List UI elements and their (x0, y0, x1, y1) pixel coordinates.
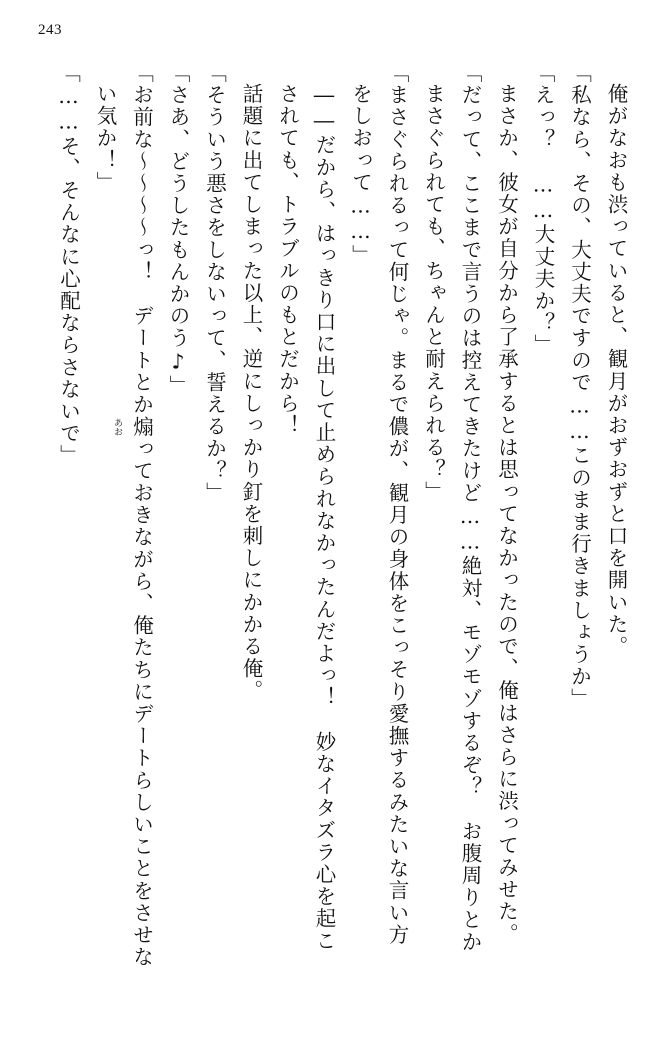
text-line: 「そういう悪さをしないって、誓えるか？」 (202, 62, 227, 504)
text-line: 「だって、ここまで言うのは控えてきたけど……絶対、モゾモゾするぞ？ お腹周りとか (458, 62, 482, 953)
text-line: まさぐられても、ちゃんと耐えられる？」 (421, 83, 446, 503)
ruby-text: あお (112, 417, 122, 436)
page-text-body (34, 62, 634, 1012)
text-line: をしおって……」 (348, 83, 373, 267)
text-line: 「私なら、その、大丈夫ですので……このまま行きましょうか」 (567, 62, 592, 710)
text-line: 「お前な～～～～っ！ デートとか煽 あお っておきながら、俺たちにデートらしいことをさせな (123, 62, 160, 1012)
text-line: 「……そ、そんなに心配ならさないで」 (56, 62, 81, 467)
text-line: されても、トラブルのもとだから！ (275, 83, 300, 437)
ruby-annotation (112, 415, 160, 438)
text-line: 「えっ？ ……大丈夫か？」 (531, 62, 555, 357)
text-line: まさか、彼女が自分から了承するとは思ってなかったので、俺はさらに渋ってみせた。 (494, 83, 519, 945)
ruby-base: 煽 (129, 415, 154, 438)
text-line: 「さあ、どうしたもんかのう♪」 (166, 62, 190, 397)
text-line: 話題に出てしまった以上、逆にしっかり釘を刺しにかかる俺。 (239, 83, 263, 702)
text-line: 俺がなおも渋っていると、観月がおずおずと口を開いた。 (604, 83, 628, 658)
page-number: 243 (38, 22, 62, 38)
text-line: 「まさぐられるって何じゃ。まるで儂が、観月の身体をこっそり愛撫するみたいな言い方 (385, 62, 409, 946)
text-line: い気か！」 (93, 83, 117, 194)
text-line: ――だから、はっきり口に出して止められなかったんだよっ！ 妙なイタズラ心を起こ (312, 83, 336, 952)
